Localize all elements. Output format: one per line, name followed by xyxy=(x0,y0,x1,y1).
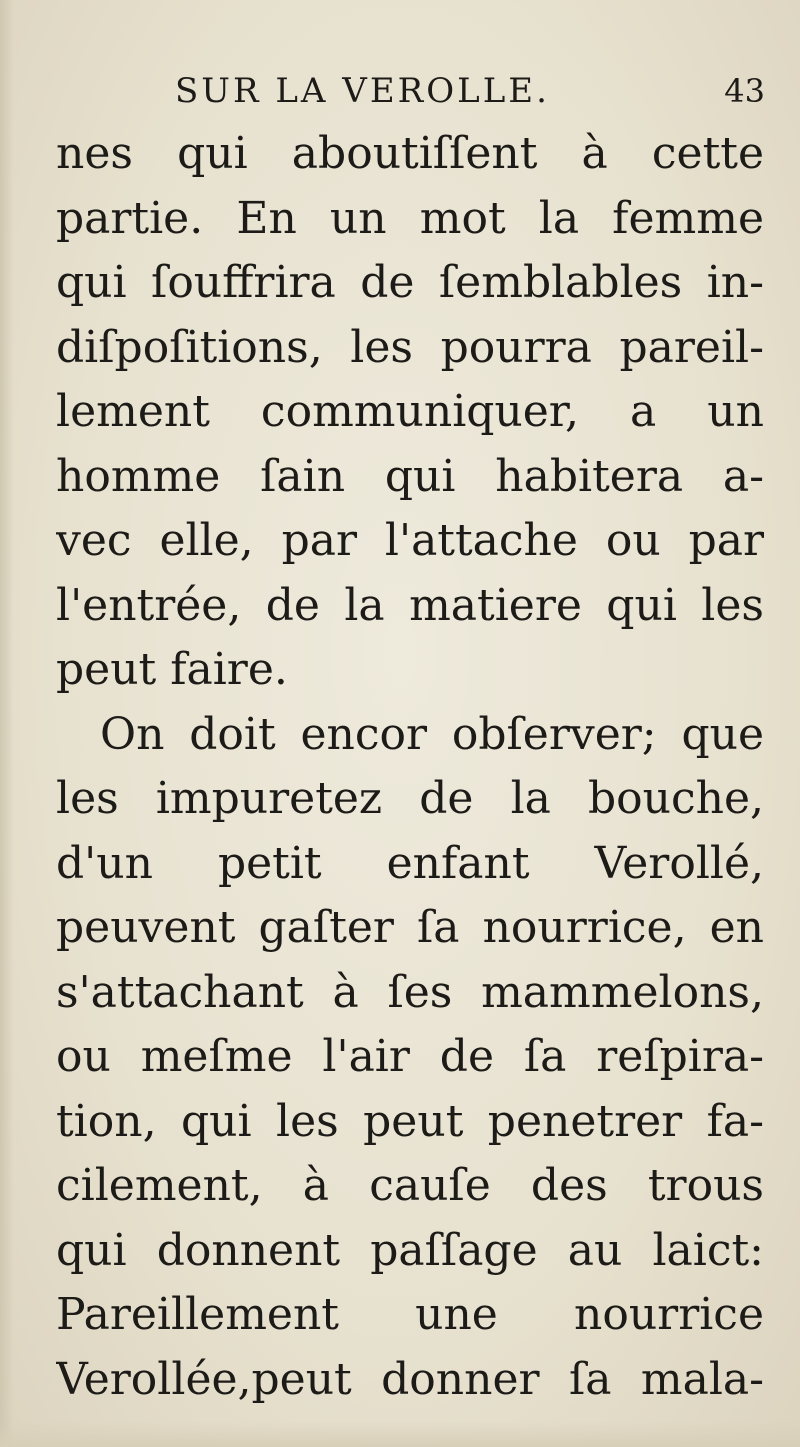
page-bottom-shadow xyxy=(0,1421,800,1447)
text-line: d'un petit enfant Verollé, xyxy=(56,837,764,889)
text-line: peut faire. xyxy=(56,644,288,695)
text-line: qui ſouffrira de ſemblables in- xyxy=(56,257,764,308)
text-line: nes qui aboutiſſent à cette xyxy=(56,128,764,179)
page-number: 43 xyxy=(724,72,765,110)
text-line: s'attachant à ſes mammelons, xyxy=(56,966,764,1018)
text-line: tion, qui les peut penetrer fa- xyxy=(56,1095,764,1147)
text-line: qui donnent paſſage au laict: xyxy=(56,1224,764,1276)
text-line: les impuretez de la bouche, xyxy=(56,773,764,824)
text-line: ou meſme l'air de ſa reſpira- xyxy=(56,1031,764,1082)
text-line: peuvent gaſter ſa nourrice, en xyxy=(56,902,764,953)
text-line: vec elle, par l'attache ou par xyxy=(56,515,764,566)
text-line: cilement, à cauſe des trous xyxy=(56,1160,764,1211)
body-text xyxy=(56,122,764,1412)
text-line: l'entrée, de la matiere qui les xyxy=(56,579,764,631)
text-line: Pareillement une nourrice xyxy=(56,1289,764,1340)
text-line: homme ſain qui habitera a- xyxy=(56,450,764,502)
page-gutter-shadow xyxy=(0,0,14,1447)
text-line: lement communiquer, a un xyxy=(56,386,764,437)
page-header xyxy=(175,66,765,116)
text-line: On doit encor obſerver; que xyxy=(100,708,764,760)
text-line: diſpoſitions, les pourra pareil- xyxy=(56,321,764,373)
running-title: SUR LA VEROLLE. xyxy=(175,71,550,111)
text-line: partie. En un mot la femme xyxy=(56,192,764,244)
text-line: Verollée,peut donner ſa mala- xyxy=(56,1353,764,1405)
